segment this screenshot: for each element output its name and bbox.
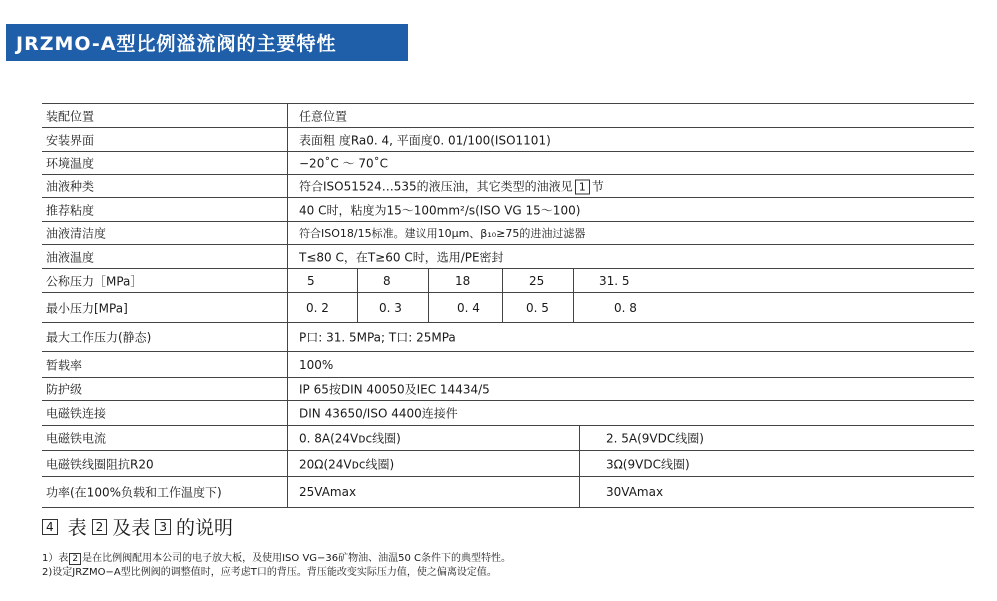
row-label: 环境温度: [46, 156, 95, 171]
row-value: P口: 31. 5MPa; T口: 25MPa: [299, 330, 456, 345]
row-value: 0. 8A(24Vᴅᴄ线圈): [299, 431, 401, 446]
row-value: −20˚C ～ 70˚C: [299, 156, 388, 171]
row-value: 3Ω(9VDC线圈): [606, 457, 690, 471]
pressure-cell: 0. 4: [457, 300, 480, 315]
row-value: T≤80 C，在T≥60 C时，选用/PE密封: [299, 250, 504, 264]
pressure-cell: 5: [307, 273, 315, 288]
row-value: 2. 5A(9VDC线圈): [606, 431, 704, 446]
section-heading-text: 表: [67, 517, 87, 539]
title-banner: [6, 24, 408, 61]
pressure-cell: 0. 5: [526, 300, 549, 315]
pressure-cell: 25: [529, 273, 545, 288]
row-value: 30VAmax: [606, 485, 664, 499]
table-ref-box: 2: [92, 519, 108, 535]
note-2: 2)设定JRZMO−A型比例阀的调整值时，应考虑T口的背压。背压能改变实际压力值，使之偏离设定值。: [42, 567, 497, 578]
note-text: 1）表: [42, 553, 69, 564]
row-value: 任意位置: [299, 109, 348, 123]
table-row: [42, 476, 974, 508]
row-label: 防护级: [46, 382, 83, 397]
row-value: 20Ω(24Vᴅᴄ线圈): [299, 457, 395, 471]
row-label: 装配位置: [46, 109, 95, 123]
pressure-cell: 8: [383, 273, 391, 288]
row-label: 油液清洁度: [46, 226, 107, 241]
row-value: 表面粗 度Ra0. 4, 平面度0. 01/100(ISO1101): [299, 133, 551, 147]
row-value: [299, 178, 604, 195]
row-label: 最大工作压力(静态): [46, 330, 152, 345]
page-title: JRZMO-A型比例溢流阀的主要特性: [16, 33, 337, 55]
spec-table: [42, 103, 974, 508]
row-value: IP 65按DIN 40050及IEC 14434/5: [299, 382, 490, 397]
section-heading: [42, 513, 233, 540]
table-row: [42, 151, 974, 174]
note-1: [42, 552, 511, 566]
table-row: [42, 268, 974, 292]
row-label: 公称压力［MPa］: [46, 274, 143, 288]
pressure-cell: 31. 5: [599, 273, 630, 288]
section-ref-box: 1: [575, 180, 590, 195]
row-label: 推荐粘度: [46, 203, 95, 217]
row-label: 功率(在100%负载和工作温度下): [46, 485, 222, 500]
table-row: [42, 244, 974, 268]
pressure-cell: 18: [455, 273, 471, 288]
row-label: 电磁铁线圈阻抗R20: [46, 457, 154, 471]
row-value: 40 C时，粘度为15～100mm²/s(ISO VG 15～100): [299, 203, 581, 217]
section-number-box: 4: [42, 519, 58, 535]
row-label: 油液温度: [46, 250, 95, 264]
table-row: [42, 221, 974, 244]
table-row: [42, 292, 974, 322]
notes: [42, 552, 511, 580]
note-text: 是在比例阀配用本公司的电子放大板，及使用ISO VG−36矿物油、油温50 C条件下的典型特性。: [82, 553, 512, 564]
table-row: [42, 197, 974, 221]
table-row: [42, 174, 974, 197]
table-ref-box: 3: [155, 519, 171, 535]
row-label: 安装界面: [46, 133, 95, 147]
row-label: 暂载率: [46, 358, 83, 372]
row-value: DIN 43650/ISO 4400连接件: [299, 406, 458, 421]
pressure-cell: 0. 2: [306, 300, 329, 315]
table-row: [42, 450, 974, 476]
row-value-text: 节: [591, 179, 604, 194]
table-row: [42, 127, 974, 151]
row-value: 100%: [299, 357, 334, 372]
table-row: [42, 322, 974, 351]
row-value: 25VAmax: [299, 485, 357, 499]
table-row: [42, 377, 974, 400]
row-value: 符合ISO18/15标准。建议用10μm、β₁₀≥75的进油过滤器: [299, 227, 586, 240]
section-heading-text: 的说明: [175, 517, 233, 539]
table-ref-box: 2: [69, 553, 81, 565]
table-row: [42, 103, 974, 127]
row-label: 电磁铁电流: [46, 431, 107, 446]
pressure-cell: 0. 8: [614, 300, 637, 315]
table-row: [42, 400, 974, 425]
pressure-cell: 0. 3: [379, 300, 402, 315]
row-label: 最小压力[MPa]: [46, 301, 128, 315]
section-heading-text: 及表: [112, 517, 151, 539]
row-label: 电磁铁连接: [46, 406, 107, 421]
table-row: [42, 425, 974, 450]
row-label: 油液种类: [46, 179, 95, 194]
table-row: [42, 351, 974, 377]
row-value-text: 符合ISO51524…535的液压油，其它类型的油液见: [299, 179, 573, 194]
